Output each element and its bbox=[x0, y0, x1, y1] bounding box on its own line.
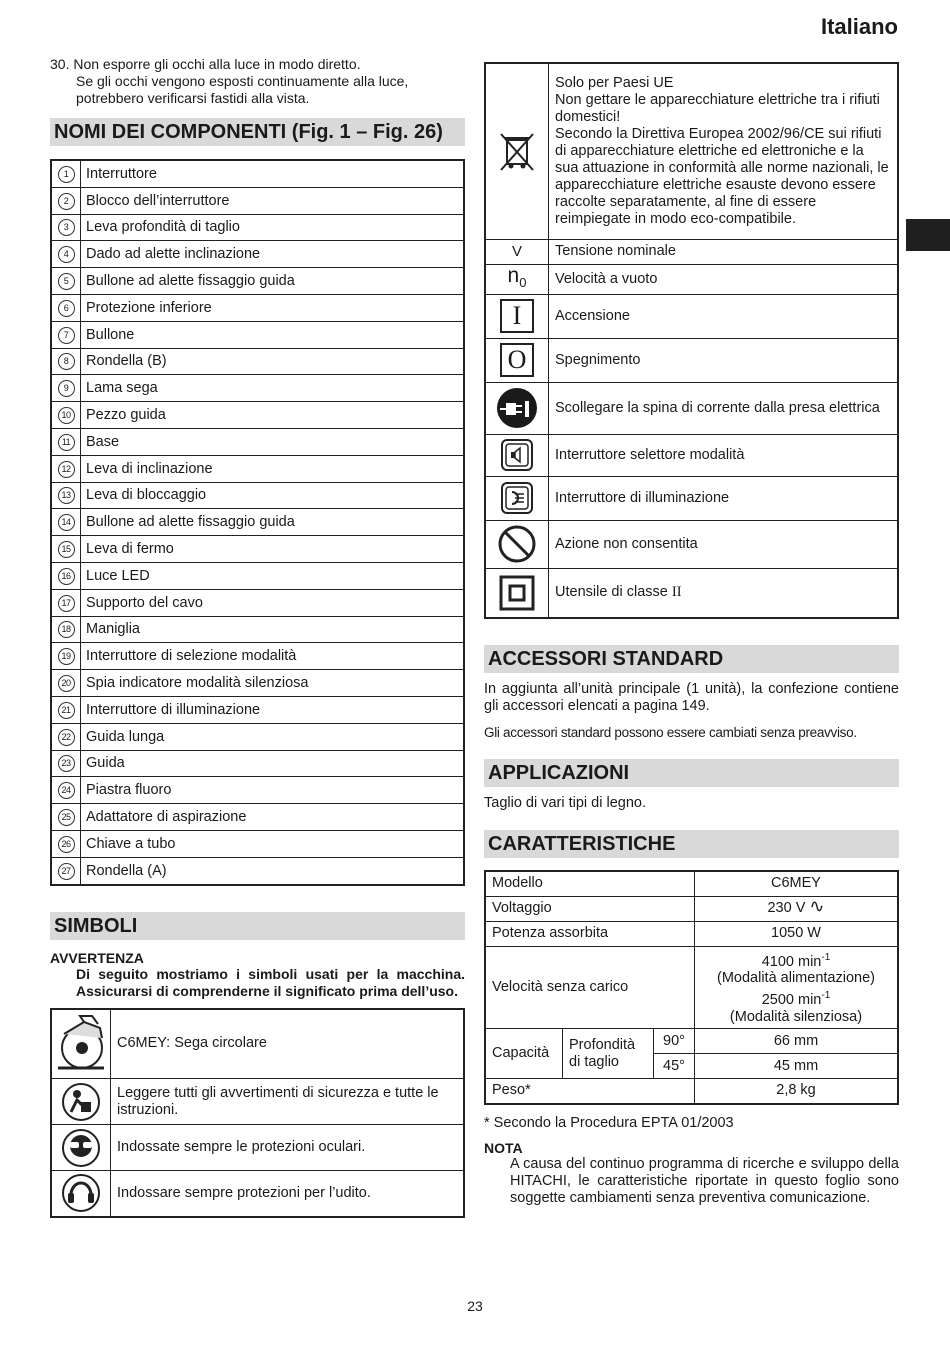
voltage-value: 230 V bbox=[767, 900, 806, 916]
spec-value: 66 mm bbox=[695, 1029, 899, 1054]
speed-mode-2: (Modalità silenziosa) bbox=[729, 1009, 863, 1026]
symbol-row-mode bbox=[485, 434, 898, 476]
symbol-text: C6MEY: Sega circolare bbox=[111, 1009, 465, 1079]
component-number: 11 bbox=[58, 434, 75, 451]
spec-label: Capacità bbox=[485, 1029, 563, 1079]
component-number: 3 bbox=[58, 219, 75, 236]
component-number: 7 bbox=[58, 327, 75, 344]
spec-value: 1050 W bbox=[695, 921, 899, 946]
component-row bbox=[51, 536, 464, 563]
spec-angle: 90° bbox=[654, 1029, 695, 1054]
symbol-text: Tensione nominale bbox=[549, 239, 899, 264]
symbol-row-off bbox=[485, 338, 898, 382]
spec-sublabel: Profondità di taglio bbox=[563, 1029, 654, 1079]
symbol-text: Interruttore di illuminazione bbox=[549, 476, 899, 520]
symbol-row-on bbox=[485, 294, 898, 338]
component-row bbox=[51, 723, 464, 750]
symbol-row-unplug bbox=[485, 382, 898, 434]
component-label: Guida lunga bbox=[81, 723, 465, 750]
component-label: Chiave a tubo bbox=[81, 830, 465, 857]
speed-symbol-sub: 0 bbox=[519, 275, 527, 291]
component-number: 9 bbox=[58, 380, 75, 397]
spec-label: Voltaggio bbox=[485, 896, 695, 921]
components-heading: NOMI DEI COMPONENTI (Fig. 1 – Fig. 26) bbox=[50, 118, 465, 146]
switch-off-icon: O bbox=[500, 343, 534, 377]
spec-label: Modello bbox=[485, 871, 695, 896]
right-column bbox=[484, 62, 899, 1207]
mode-switch-icon bbox=[501, 439, 533, 471]
specs-footnote: * Secondo la Procedura EPTA 01/2003 bbox=[484, 1114, 734, 1131]
component-number: 16 bbox=[58, 568, 75, 585]
ac-tilde-icon: ∿ bbox=[809, 896, 825, 916]
spec-label: Velocità senza carico bbox=[485, 946, 695, 1029]
component-row bbox=[51, 670, 464, 697]
component-number: 23 bbox=[58, 755, 75, 772]
component-row bbox=[51, 857, 464, 884]
symbol-text: Solo per Paesi UE Non gettare le apparecchiature elettriche tra i rifiuti domestici! Secondo la Direttiva Europea 2002/96/CE sui rifiuti di apparecchiature elettriche ed elettroniche e la sua attuazione in conformità alle norme nazionali, le apparecchiature elettriche esauste devono essere raccolte separatamente, al fine di essere reimpiegate in modo eco-compatibile. bbox=[549, 63, 899, 239]
component-number: 10 bbox=[58, 407, 75, 424]
specs-heading: CARATTERISTICHE bbox=[484, 830, 899, 858]
speed-mode-1: (Modalità alimentazione) bbox=[717, 970, 875, 987]
symbol-text: Spegnimento bbox=[549, 338, 899, 382]
component-row bbox=[51, 294, 464, 321]
symbol-row-prohibited bbox=[485, 520, 898, 568]
symbol-text: Velocità a vuoto bbox=[549, 264, 899, 294]
language-label: Italiano bbox=[820, 14, 898, 39]
symbol-row-speed bbox=[485, 264, 898, 294]
spec-value: C6MEY bbox=[695, 871, 899, 896]
spec-row-speed bbox=[485, 946, 898, 1029]
symbol-text: Indossate sempre le protezioni oculari. bbox=[111, 1125, 465, 1171]
speed-exponent: -1 bbox=[821, 990, 831, 1002]
symbol-row-weee bbox=[485, 63, 898, 239]
component-row bbox=[51, 321, 464, 348]
note-30-line1: 30. Non esporre gli occhi alla luce in modo diretto. bbox=[50, 56, 361, 72]
component-row bbox=[51, 643, 464, 670]
component-row bbox=[51, 777, 464, 804]
warning-heading: AVVERTENZA bbox=[50, 949, 144, 966]
component-label: Spia indicatore modalità silenziosa bbox=[81, 670, 465, 697]
component-label: Interruttore bbox=[81, 160, 465, 187]
component-label: Leva di inclinazione bbox=[81, 455, 465, 482]
components-table bbox=[50, 159, 465, 886]
component-number: 14 bbox=[58, 514, 75, 531]
symbol-text: Accensione bbox=[549, 294, 899, 338]
symbol-row-ears bbox=[51, 1171, 464, 1217]
component-row bbox=[51, 348, 464, 375]
component-number: 25 bbox=[58, 809, 75, 826]
note-30-line2: Se gli occhi vengono esposti continuamente alla luce, potrebbero verificarsi fastidi alla vista. bbox=[76, 73, 409, 106]
symbols-table-left bbox=[50, 1008, 465, 1218]
spec-row-power bbox=[485, 921, 898, 946]
component-row bbox=[51, 402, 464, 429]
component-number: 20 bbox=[58, 675, 75, 692]
component-label: Dado ad alette inclinazione bbox=[81, 241, 465, 268]
safety-goggles-icon bbox=[61, 1128, 101, 1168]
component-number: 13 bbox=[58, 487, 75, 504]
spec-value: 45 mm bbox=[695, 1054, 899, 1079]
symbol-row-manual bbox=[51, 1079, 464, 1125]
component-label: Bullone bbox=[81, 321, 465, 348]
component-label: Rondella (B) bbox=[81, 348, 465, 375]
symbol-row-voltage bbox=[485, 239, 898, 264]
note-30 bbox=[50, 56, 465, 107]
component-number: 8 bbox=[58, 353, 75, 370]
component-label: Maniglia bbox=[81, 616, 465, 643]
component-label: Leva profondità di taglio bbox=[81, 214, 465, 241]
component-number: 4 bbox=[58, 246, 75, 263]
component-row bbox=[51, 509, 464, 536]
speed-exponent: -1 bbox=[821, 951, 831, 963]
component-row bbox=[51, 214, 464, 241]
symbol-text: Scollegare la spina di corrente dalla presa elettrica bbox=[549, 382, 899, 434]
ear-protection-icon bbox=[61, 1173, 101, 1213]
component-label: Luce LED bbox=[81, 562, 465, 589]
component-row bbox=[51, 804, 464, 831]
symbols-heading: SIMBOLI bbox=[50, 912, 465, 940]
component-row bbox=[51, 616, 464, 643]
no-load-speed-symbol bbox=[485, 264, 549, 294]
symbols-table-right bbox=[484, 62, 899, 619]
spec-row-weight bbox=[485, 1079, 898, 1104]
component-row bbox=[51, 160, 464, 187]
nota-heading: NOTA bbox=[484, 1139, 523, 1156]
class-ii-icon bbox=[499, 575, 535, 611]
component-row bbox=[51, 562, 464, 589]
accessories-text: In aggiunta all’unità principale (1 unità), la confezione contiene gli accessori elencati a pagina 149. bbox=[484, 681, 899, 714]
crossed-bin-icon bbox=[497, 130, 537, 172]
class-ii-numeral: II bbox=[671, 584, 682, 601]
circular-saw-icon bbox=[54, 1014, 108, 1074]
spec-label: Potenza assorbita bbox=[485, 921, 695, 946]
component-number: 18 bbox=[58, 621, 75, 638]
component-label: Adattatore di aspirazione bbox=[81, 804, 465, 831]
spec-row-model bbox=[485, 871, 898, 896]
component-number: 27 bbox=[58, 863, 75, 880]
component-row bbox=[51, 482, 464, 509]
nota-text: A causa del continuo programma di ricerche e sviluppo della HITACHI, le caratteristiche riportate in questo foglio sono soggette cambiamenti senza preventiva comunicazione. bbox=[510, 1155, 899, 1206]
component-number: 1 bbox=[58, 166, 75, 183]
component-label: Supporto del cavo bbox=[81, 589, 465, 616]
symbol-text: Leggere tutti gli avvertimenti di sicurezza e tutte le istruzioni. bbox=[111, 1079, 465, 1125]
spec-value bbox=[695, 896, 899, 921]
spec-value: 2,8 kg bbox=[695, 1079, 899, 1104]
page-number: 23 bbox=[467, 1298, 483, 1314]
symbol-row-class-ii bbox=[485, 568, 898, 618]
component-number: 15 bbox=[58, 541, 75, 558]
component-row bbox=[51, 830, 464, 857]
spec-label: Peso* bbox=[485, 1079, 695, 1104]
component-row bbox=[51, 241, 464, 268]
applications-heading: APPLICAZIONI bbox=[484, 759, 899, 787]
prohibited-icon bbox=[497, 524, 537, 564]
symbol-text bbox=[549, 568, 899, 618]
spec-row-voltage bbox=[485, 896, 898, 921]
component-label: Pezzo guida bbox=[81, 402, 465, 429]
component-row bbox=[51, 455, 464, 482]
voltage-symbol: V bbox=[485, 239, 549, 264]
component-number: 2 bbox=[58, 193, 75, 210]
unplug-icon bbox=[496, 387, 538, 429]
symbol-text: Indossare sempre protezioni per l’udito. bbox=[111, 1171, 465, 1217]
component-label: Bullone ad alette fissaggio guida bbox=[81, 509, 465, 536]
class-ii-label: Utensile di classe bbox=[555, 584, 672, 601]
symbol-row-goggles bbox=[51, 1125, 464, 1171]
component-row bbox=[51, 696, 464, 723]
light-switch-icon bbox=[501, 482, 533, 514]
component-label: Blocco dell’interruttore bbox=[81, 187, 465, 214]
speed-symbol-n: n bbox=[507, 263, 520, 287]
component-number: 26 bbox=[58, 836, 75, 853]
accessories-note: Gli accessori standard possono essere cambiati senza preavviso. bbox=[484, 725, 857, 740]
component-label: Interruttore di illuminazione bbox=[81, 696, 465, 723]
component-row bbox=[51, 589, 464, 616]
spec-angle: 45° bbox=[654, 1054, 695, 1079]
component-number: 6 bbox=[58, 300, 75, 317]
component-label: Piastra fluoro bbox=[81, 777, 465, 804]
symbol-row-light bbox=[485, 476, 898, 520]
spec-value bbox=[695, 946, 899, 1029]
warning-text: Di seguito mostriamo i simboli usati per la macchina. Assicurarsi di comprenderne il significato prima dell’uso. bbox=[76, 965, 465, 999]
side-tab-marker bbox=[906, 219, 950, 251]
component-label: Interruttore di selezione modalità bbox=[81, 643, 465, 670]
component-label: Bullone ad alette fissaggio guida bbox=[81, 268, 465, 295]
component-row bbox=[51, 268, 464, 295]
component-row bbox=[51, 750, 464, 777]
component-number: 5 bbox=[58, 273, 75, 290]
component-label: Base bbox=[81, 428, 465, 455]
component-label: Leva di fermo bbox=[81, 536, 465, 563]
spec-row-capacity-90 bbox=[485, 1029, 898, 1054]
component-number: 22 bbox=[58, 729, 75, 746]
component-label: Rondella (A) bbox=[81, 857, 465, 884]
component-row bbox=[51, 428, 464, 455]
component-number: 12 bbox=[58, 461, 75, 478]
component-row bbox=[51, 187, 464, 214]
component-number: 24 bbox=[58, 782, 75, 799]
left-column bbox=[50, 56, 465, 1218]
component-label: Lama sega bbox=[81, 375, 465, 402]
switch-on-icon: I bbox=[500, 299, 534, 333]
symbol-row-saw bbox=[51, 1009, 464, 1079]
accessories-heading: ACCESSORI STANDARD bbox=[484, 645, 899, 673]
component-number: 21 bbox=[58, 702, 75, 719]
specs-table bbox=[484, 870, 899, 1105]
symbol-text: Azione non consentita bbox=[549, 520, 899, 568]
component-label: Guida bbox=[81, 750, 465, 777]
speed-value-2: 2500 min bbox=[761, 992, 822, 1009]
speed-value-1: 4100 min bbox=[761, 953, 822, 970]
component-number: 19 bbox=[58, 648, 75, 665]
symbol-text: Interruttore selettore modalità bbox=[549, 434, 899, 476]
component-label: Leva di bloccaggio bbox=[81, 482, 465, 509]
component-number: 17 bbox=[58, 595, 75, 612]
applications-text: Taglio di vari tipi di legno. bbox=[484, 795, 647, 811]
component-label: Protezione inferiore bbox=[81, 294, 465, 321]
read-manual-icon bbox=[61, 1082, 101, 1122]
component-row bbox=[51, 375, 464, 402]
